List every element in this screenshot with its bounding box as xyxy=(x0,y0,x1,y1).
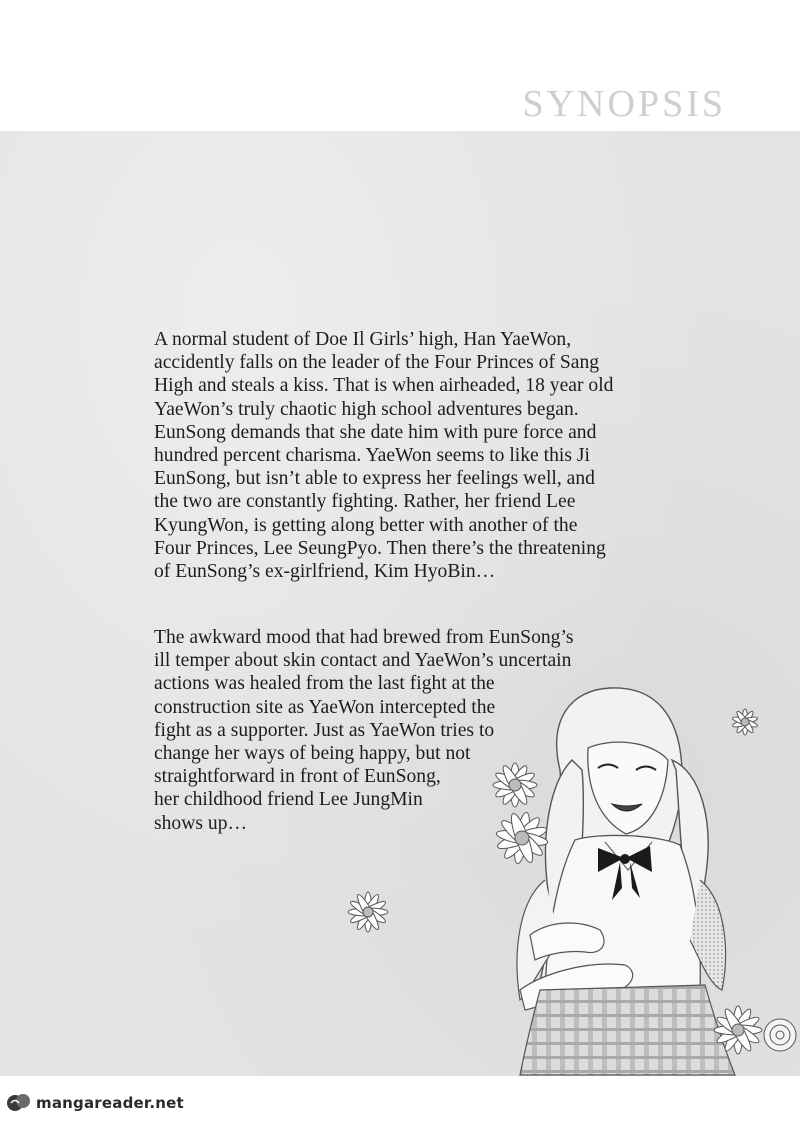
text-line: High and steals a kiss. That is when airheaded, 18 year old xyxy=(154,375,614,397)
text-line: hundred percent charisma. YaeWon seems to like this Ji xyxy=(154,445,590,467)
text-line: The awkward mood that had brewed from EunSong’s xyxy=(154,627,574,648)
mangareader-logo-icon xyxy=(6,1092,32,1114)
text-line: straightforward in front of EunSong, xyxy=(154,766,441,788)
text-line: EunSong demands that she date him with pure force and xyxy=(154,421,597,443)
text-line: shows up… xyxy=(154,812,248,834)
text-line: Four Princes, Lee SeungPyo. Then there’s the threatening xyxy=(154,537,606,559)
flower-icon xyxy=(732,709,759,735)
text-line: ill temper about skin contact and YaeWon’s uncertain xyxy=(154,650,572,672)
text-line: the two are constantly fighting. Rather, her friend Lee xyxy=(154,491,576,513)
flower-icon xyxy=(495,811,548,864)
text-line: A normal student of Doe Il Girls’ high, Han YaeWon, xyxy=(154,329,572,350)
text-line: fight as a supporter. Just as YaeWon tries to xyxy=(154,719,495,741)
text-line: accidently falls on the leader of the Four Princes of Sang xyxy=(154,352,600,374)
text-line: EunSong, but isn’t able to express her feelings well, and xyxy=(154,468,595,490)
page-title: SYNOPSIS xyxy=(522,83,726,125)
text-line: YaeWon’s truly chaotic high school adventures began. xyxy=(154,398,579,420)
watermark xyxy=(6,1092,184,1114)
text-line: actions was healed from the last fight at the xyxy=(154,673,495,695)
text-line: of EunSong’s ex-girlfriend, Kim HyoBin… xyxy=(154,561,496,583)
flower-icon xyxy=(348,892,388,932)
text-line: construction site as YaeWon intercepted the xyxy=(154,696,496,718)
flower-icon xyxy=(764,1019,796,1051)
skirt-shape xyxy=(520,985,735,1075)
text-line: change her ways of being happy, but not xyxy=(154,743,471,765)
text-line: KyungWon, is getting along better with another of the xyxy=(154,514,578,536)
text-line: her childhood friend Lee JungMin xyxy=(154,789,423,811)
flower-icon xyxy=(493,763,537,807)
watermark-text: mangareader.net xyxy=(36,1094,184,1112)
